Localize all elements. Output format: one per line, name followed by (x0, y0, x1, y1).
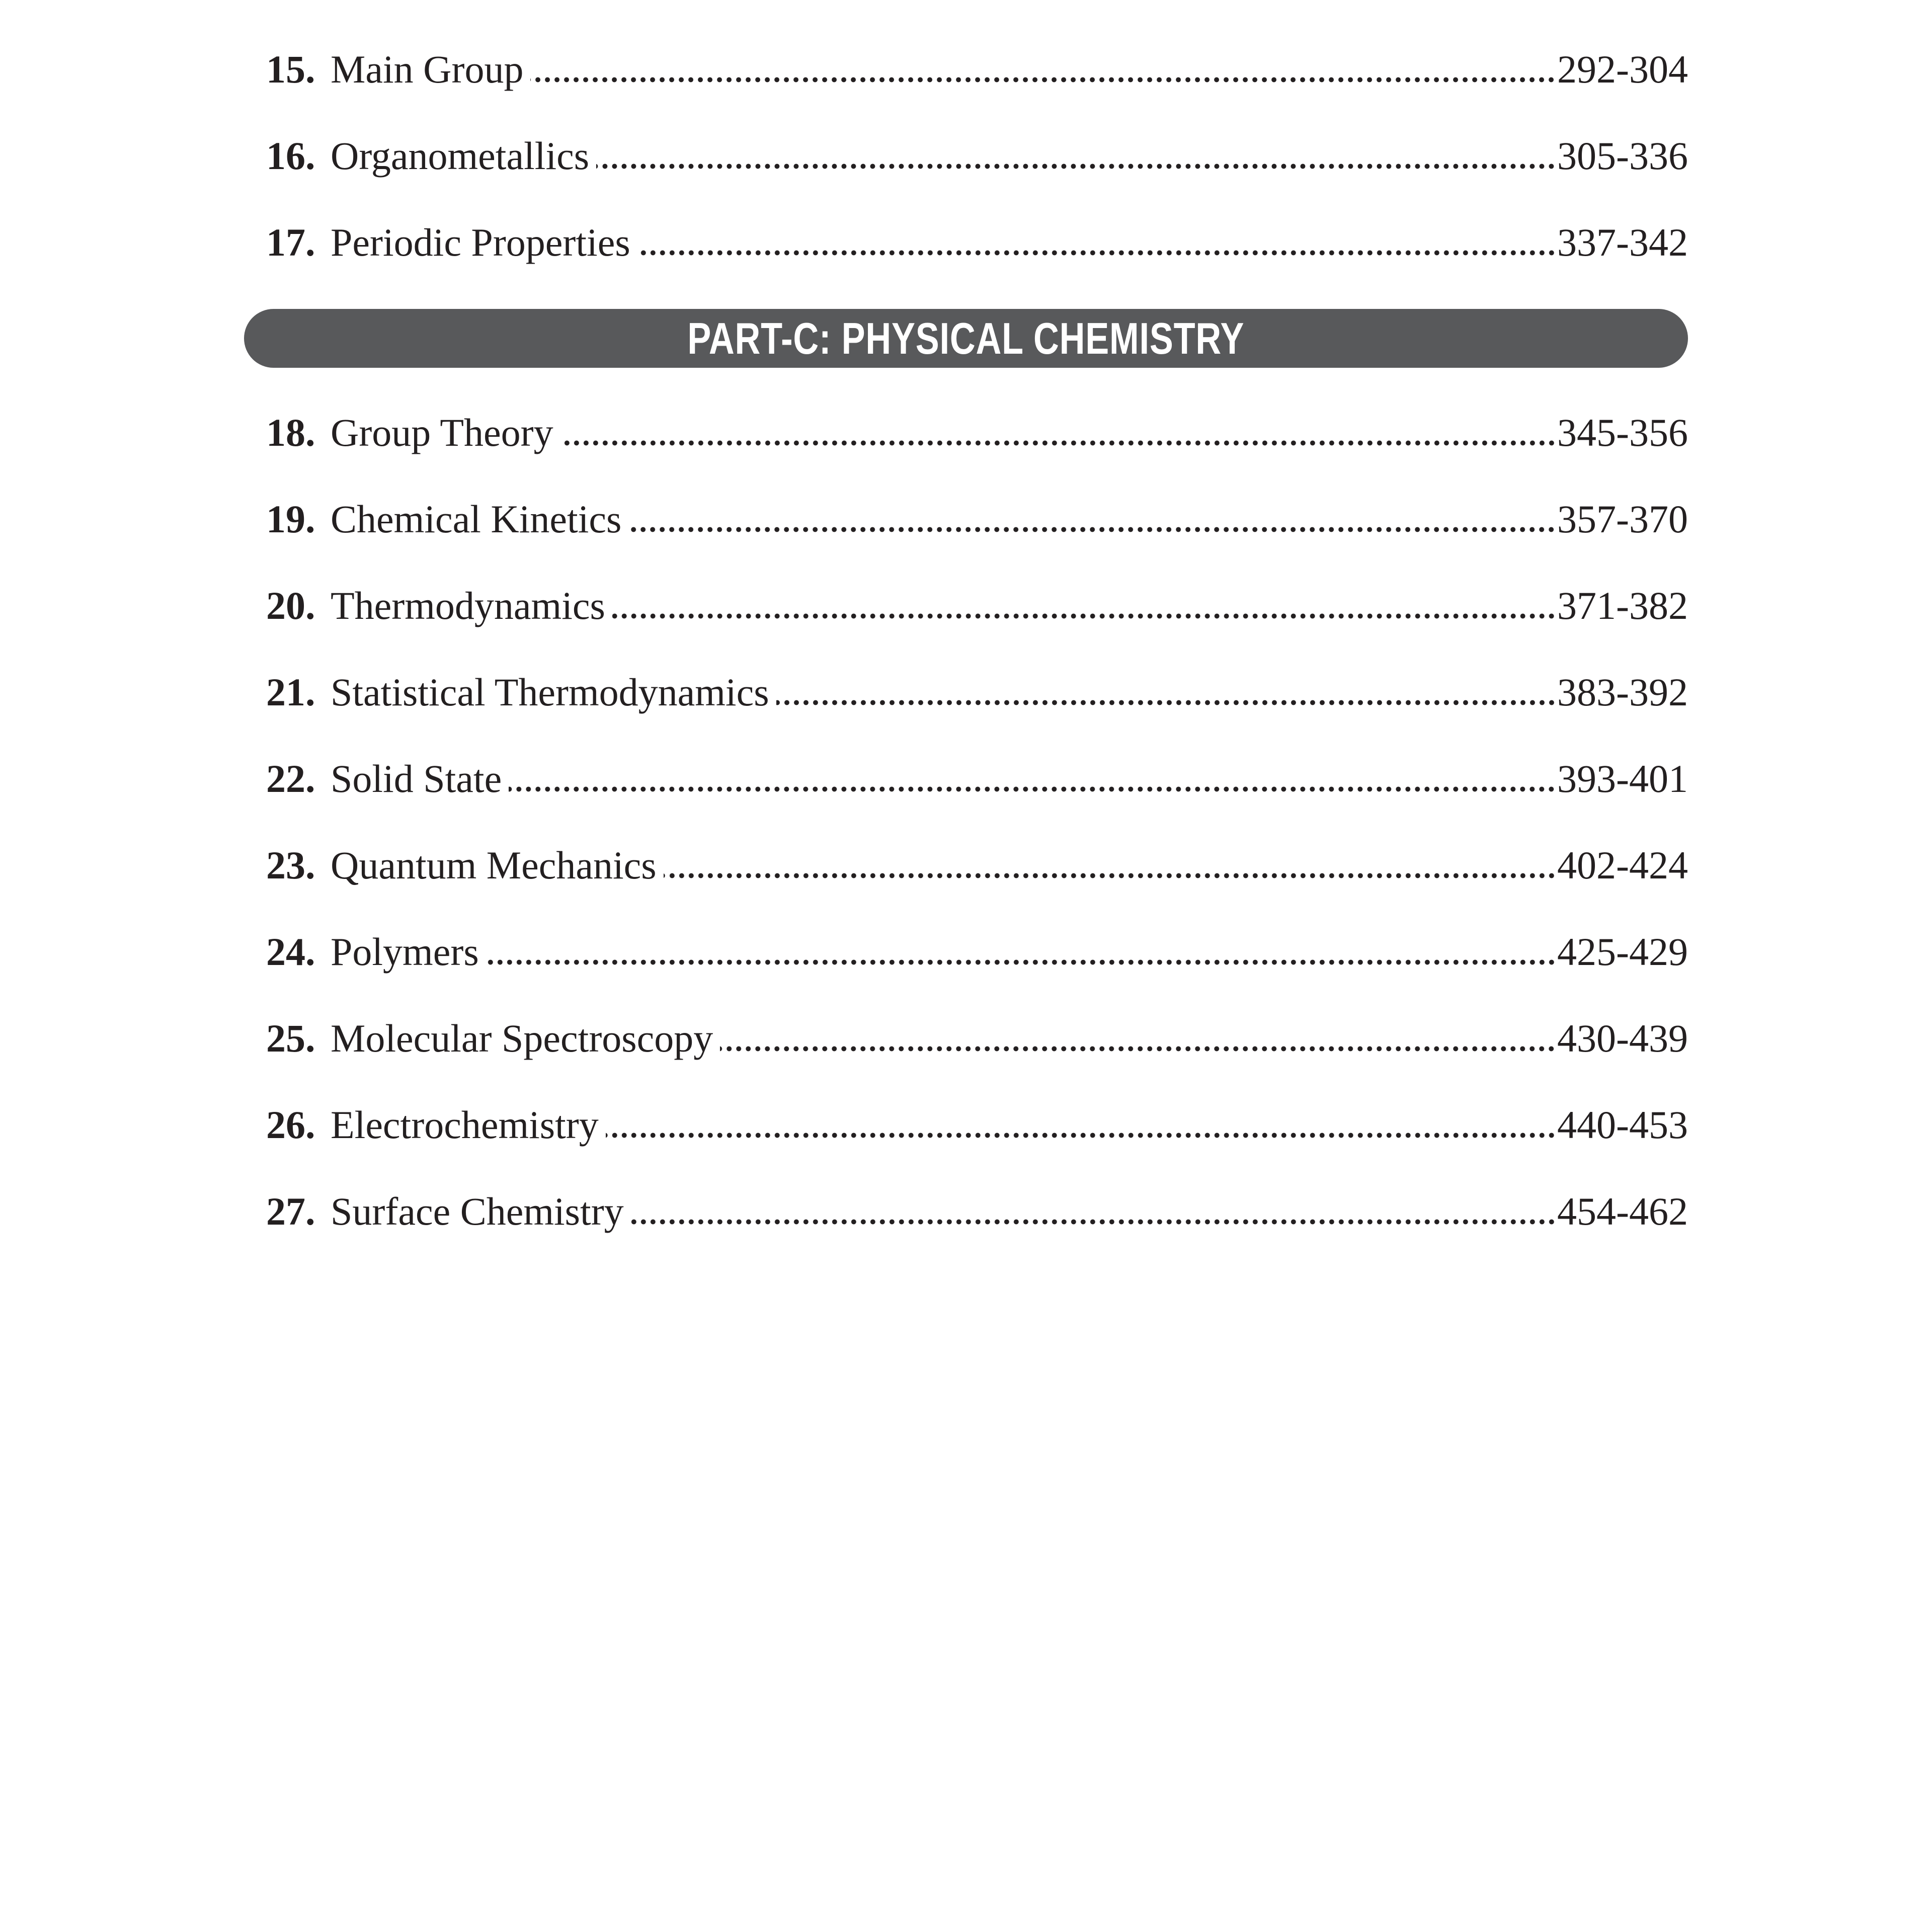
entry-number: 17. (266, 220, 315, 264)
entry-title: Electrochemistry (331, 1103, 599, 1147)
toc-entry (244, 1169, 1688, 1256)
entry-number: 16. (266, 134, 315, 178)
toc-entry (244, 564, 1688, 650)
entry-number: 27. (266, 1189, 315, 1233)
toc-entry (244, 996, 1688, 1083)
entry-pages: 393-401 (1557, 757, 1688, 800)
toc-entry (244, 200, 1688, 287)
entry-pages: 292-304 (1557, 47, 1688, 91)
dot-leader (631, 1219, 1556, 1225)
entry-title: Quantum Mechanics (331, 843, 657, 887)
dot-leader (628, 527, 1556, 532)
dot-leader (560, 440, 1556, 446)
entry-title: Statistical Thermodynamics (331, 670, 769, 714)
entry-number: 18. (266, 411, 315, 454)
entry-title: Periodic Properties (331, 220, 630, 264)
toc-entry (244, 1083, 1688, 1169)
entry-title: Main Group (331, 47, 524, 91)
toc-entry (244, 477, 1688, 564)
entry-number: 26. (266, 1103, 315, 1147)
toc-entry (244, 823, 1688, 910)
entry-number: 25. (266, 1016, 315, 1060)
entry-title: Organometallics (331, 134, 590, 178)
toc-entry (244, 650, 1688, 737)
entry-pages: 440-453 (1557, 1103, 1688, 1147)
toc-entry (244, 390, 1688, 477)
section-banner-label: PART-C: PHYSICAL CHEMISTRY (687, 313, 1245, 363)
section-banner-part-c (244, 309, 1688, 368)
dot-leader (612, 613, 1556, 619)
dot-leader (606, 1133, 1556, 1138)
dot-leader (776, 700, 1556, 705)
entry-pages: 430-439 (1557, 1016, 1688, 1060)
entry-number: 22. (266, 757, 315, 800)
entry-number: 24. (266, 930, 315, 974)
dot-leader (720, 1046, 1556, 1052)
entry-number: 19. (266, 497, 315, 541)
dot-leader (664, 873, 1556, 878)
toc-entry (244, 910, 1688, 996)
entry-pages: 337-342 (1557, 220, 1688, 264)
entry-number: 21. (266, 670, 315, 714)
entry-title: Surface Chemistry (331, 1189, 624, 1233)
entry-pages: 371-382 (1557, 584, 1688, 627)
toc-entry (244, 27, 1688, 114)
entry-pages: 305-336 (1557, 134, 1688, 178)
entry-title: Polymers (331, 930, 479, 974)
entry-number: 20. (266, 584, 315, 627)
entry-pages: 357-370 (1557, 497, 1688, 541)
entry-title: Group Theory (331, 411, 553, 454)
entry-title: Chemical Kinetics (331, 497, 622, 541)
entry-number: 15. (266, 47, 315, 91)
dot-leader (509, 786, 1556, 792)
entry-pages: 345-356 (1557, 411, 1688, 454)
entry-title: Solid State (331, 757, 502, 800)
dot-leader (486, 959, 1556, 965)
toc-entry (244, 737, 1688, 823)
entry-pages: 383-392 (1557, 670, 1688, 714)
dot-leader (596, 164, 1556, 169)
toc-content (244, 0, 1688, 1256)
entry-pages: 402-424 (1557, 843, 1688, 887)
dot-leader (637, 250, 1556, 256)
toc-entry (244, 114, 1688, 200)
entry-pages: 425-429 (1557, 930, 1688, 974)
entry-number: 23. (266, 843, 315, 887)
entry-title: Thermodynamics (331, 584, 605, 627)
entry-title: Molecular Spectroscopy (331, 1016, 713, 1060)
dot-leader (530, 77, 1556, 83)
entry-pages: 454-462 (1557, 1189, 1688, 1233)
